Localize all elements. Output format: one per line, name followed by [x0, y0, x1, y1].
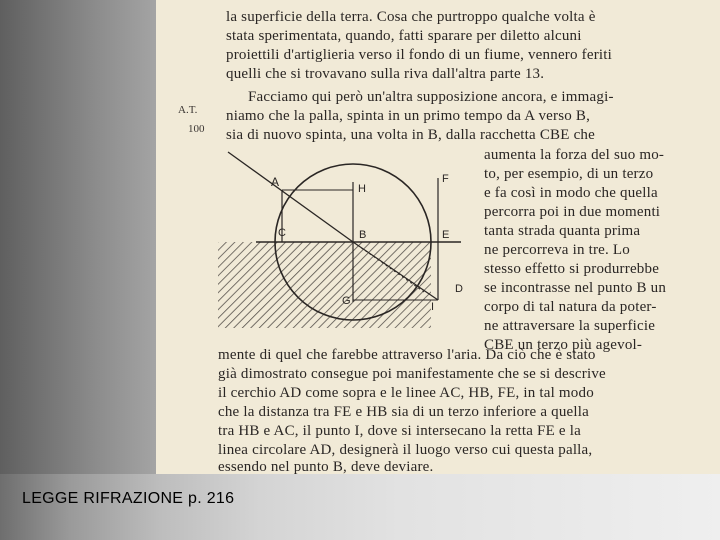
text-line: mente di quel che farebbe attraverso l'aria. Da ciò che è stato — [218, 347, 596, 363]
label-f: F — [442, 173, 449, 185]
text-line: aumenta la forza del suo mo- — [484, 147, 665, 163]
label-e: E — [442, 229, 450, 241]
text-line: proiettili d'artiglieria verso il fondo di un fiume, vennero feriti — [226, 47, 612, 63]
margin-note-line: 100 — [188, 123, 205, 135]
left-gradient-strip — [0, 0, 156, 474]
text-line: tanta strada quanta prima — [484, 223, 641, 239]
text-line: stesso effetto si produrrebbe — [484, 261, 660, 277]
text-line: già dimostrato consegue poi manifestamente che se si descrive — [218, 366, 606, 382]
text-line: to, per esempio, di un terzo — [484, 166, 654, 182]
label-d: D — [455, 283, 463, 295]
text-line: Facciamo qui però un'altra supposizione ancora, e immagi- — [248, 89, 614, 105]
label-b: B — [359, 229, 367, 241]
slide-caption: LEGGE RIFRAZIONE p. 216 — [22, 490, 235, 507]
text-line: stata sperimentata, quando, fatti sparare per diletto alcuni — [226, 28, 582, 44]
label-h: H — [358, 183, 366, 195]
text-line: quelli che si trovavano sulla riva dall'altra parte 13. — [226, 66, 545, 82]
text-line: essendo nel punto B, deve deviare. — [218, 459, 434, 474]
text-line: e fa così in modo che quella — [484, 185, 658, 201]
text-line: percorra poi in due momenti — [484, 204, 661, 220]
margin-note-line: A.T. — [178, 104, 198, 116]
label-g: G — [342, 295, 351, 307]
refraction-diagram — [216, 150, 486, 330]
text-line: tra HB e AC, il punto I, dove si intersecano la retta FE e la — [218, 423, 581, 439]
label-a: A — [271, 175, 280, 189]
text-line: linea circolare AD, designerà il luogo verso cui questa palla, — [218, 442, 593, 458]
text-line: se incontrasse nel punto B un — [484, 280, 667, 296]
text-line: il cerchio AD come sopra e le linee AC, HB, FE, in tal modo — [218, 385, 594, 401]
text-line: ne percorreva in tre. Lo — [484, 242, 630, 258]
text-line: ne attraversare la superficie — [484, 318, 656, 334]
margin-note — [178, 104, 205, 136]
text-line: niamo che la palla, spinta in un primo tempo da A verso B, — [226, 108, 591, 124]
scanned-page — [156, 0, 720, 474]
text-line: CBE un terzo più agevol- — [484, 337, 643, 353]
text-line: che la distanza tra FE e HB sia di un terzo inferiore a quella — [218, 404, 590, 420]
label-c: C — [278, 227, 286, 239]
label-i: I — [431, 301, 435, 313]
text-line: sia di nuovo spinta, una volta in B, dalla racchetta CBE che — [226, 127, 595, 143]
text-line: corpo di tal natura da poter- — [484, 299, 657, 315]
text-line: la superficie della terra. Cosa che purtroppo qualche volta è — [226, 9, 596, 25]
